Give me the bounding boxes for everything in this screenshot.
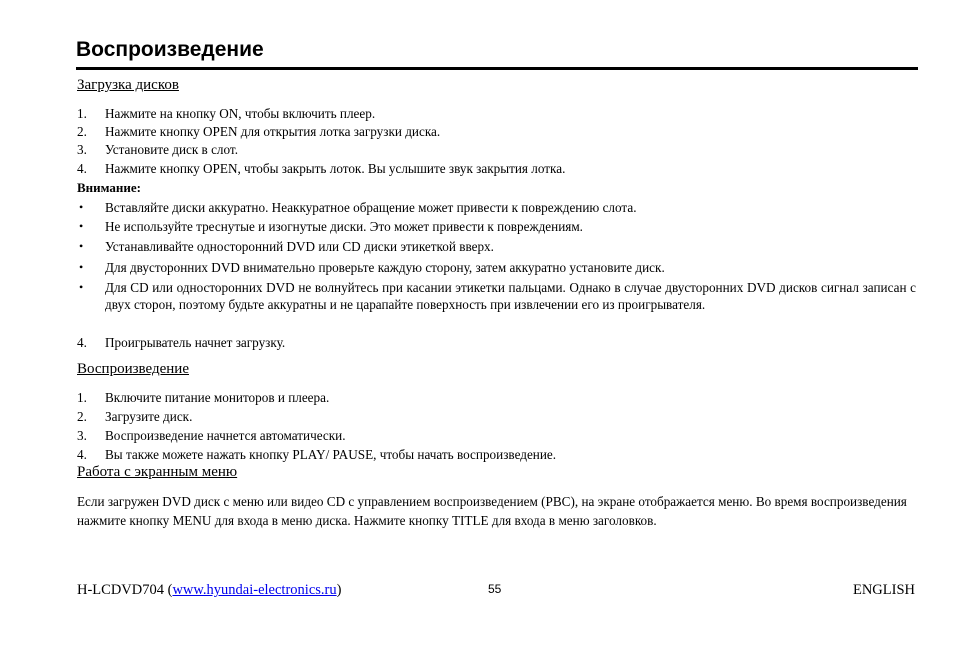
step-number: 1. bbox=[77, 106, 87, 121]
step-text: Нажмите кнопку OPEN для открытия лотка загрузки диска. bbox=[105, 124, 441, 139]
step-number: 4. bbox=[77, 161, 87, 176]
bullet-icon: • bbox=[79, 200, 84, 214]
footer-language: ENGLISH bbox=[852, 582, 915, 598]
footer-model-text: H-LCDVD704 ( bbox=[77, 582, 173, 598]
step-text: Проигрыватель начнет загрузку. bbox=[105, 335, 286, 350]
step-number: 3. bbox=[77, 142, 87, 157]
bullet-icon: • bbox=[79, 239, 84, 253]
step-number: 2. bbox=[77, 409, 87, 424]
step-text: Установите диск в слот. bbox=[105, 142, 238, 157]
bullet-text: Для двусторонних DVD внимательно проверьте каждую сторону, затем аккуратно установите диск. bbox=[105, 260, 665, 275]
bullet-text: Устанавливайте односторонний DVD или CD диски этикеткой вверх. bbox=[105, 239, 494, 254]
bullet-text: Для CD или односторонних DVD не волнуйтесь при касании этикетки пальцами. Однако в случае двусторонних DVD дисков сигнал записан с двух сторон, поэтому будьте аккуратны и не царапайте поверхность при извлечении его из проигрывателя. bbox=[105, 280, 916, 312]
step-text: Нажмите кнопку OPEN, чтобы закрыть лоток. Вы услышите звук закрытия лотка. bbox=[105, 161, 566, 176]
section-heading-playback: Воспроизведение bbox=[77, 361, 189, 377]
step-number: 1. bbox=[77, 390, 87, 405]
osd-menu-paragraph: Если загружен DVD диск с меню или видео CD с управлением воспроизведением (PBC), на экране отображается меню. Во время воспроизведения нажмите кнопку MENU для входа в меню диска. Нажмите кнопку TITLE для входа в меню заголовков. bbox=[77, 494, 907, 528]
title-rule bbox=[76, 67, 918, 70]
step-text: Включите питание мониторов и плеера. bbox=[105, 390, 330, 405]
footer-model-close: ) bbox=[336, 582, 342, 598]
attention-label: Внимание: bbox=[77, 180, 141, 195]
step-number: 2. bbox=[77, 124, 87, 139]
step-number: 4. bbox=[77, 335, 87, 350]
step-text: Воспроизведение начнется автоматически. bbox=[105, 428, 346, 443]
step-text: Загрузите диск. bbox=[105, 409, 193, 424]
list-item bbox=[77, 279, 916, 331]
bullet-icon: • bbox=[79, 260, 84, 274]
footer-website-link[interactable]: www.hyundai-electronics.ru bbox=[172, 582, 337, 598]
step-text: Вы также можете нажать кнопку PLAY/ PAUSE, чтобы начать воспроизведение. bbox=[105, 447, 557, 462]
page-number: 55 bbox=[488, 582, 502, 596]
bullet-icon: • bbox=[79, 280, 84, 294]
step-number: 3. bbox=[77, 428, 87, 443]
bullet-text: Вставляйте диски аккуратно. Неаккуратное обращение может привести к повреждению слота. bbox=[105, 200, 637, 215]
section-heading-osd-menu: Работа с экранным меню bbox=[77, 464, 238, 480]
step-number: 4. bbox=[77, 447, 87, 462]
footer-model bbox=[77, 582, 341, 599]
bullet-text: Не используйте треснутые и изогнутые диски. Это может привести к повреждениям. bbox=[105, 219, 583, 234]
bullet-icon: • bbox=[79, 219, 84, 233]
page-title: Воспроизведение bbox=[76, 38, 264, 61]
section-heading-loading: Загрузка дисков bbox=[77, 77, 179, 93]
step-text: Нажмите на кнопку ON, чтобы включить плеер. bbox=[105, 106, 376, 121]
